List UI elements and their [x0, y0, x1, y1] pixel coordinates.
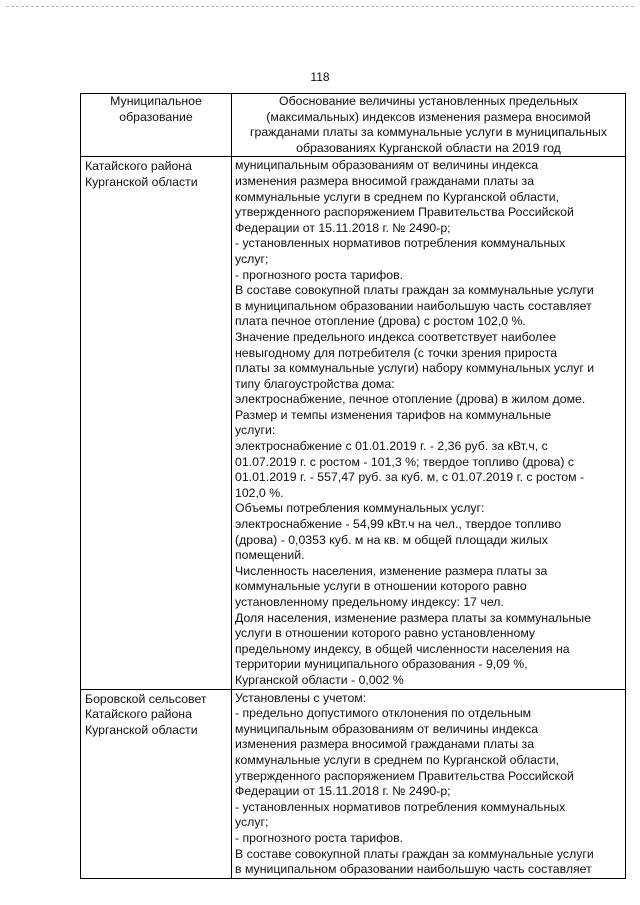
municipality-line: Катайского района — [85, 707, 192, 722]
table-row — [81, 689, 626, 878]
justification-line: услуг; — [235, 815, 269, 830]
table-row — [81, 157, 626, 689]
municipality-line: Катайского района — [85, 159, 192, 174]
justification-line: коммунальные услуги в отношении которого равно — [235, 579, 527, 594]
header-justification-line: гражданами платы за коммунальные услуги в муниципальных — [250, 125, 607, 140]
justification-line: Установлены с учетом: — [235, 690, 367, 705]
header-municipality-line: образование — [119, 109, 193, 124]
justification-line: в муниципальном образовании наибольшую часть составляет — [235, 862, 592, 877]
justification-line: утвержденного распоряжением Правительства Российской — [235, 205, 574, 220]
justification-line: плата печное отопление (дрова) с ростом 102,0 %. — [235, 314, 526, 329]
justification-cell — [232, 689, 626, 878]
justification-line: 01.07.2019 г. с ростом - 101,3 %; твердое топливо (дрова) с — [235, 454, 575, 469]
justification-line: электроснабжение, печное отопление (дрова) в жилом доме. — [235, 392, 586, 407]
justification-line: изменения размера вносимой гражданами платы за — [235, 173, 535, 188]
justification-line: коммунальные услуги в среднем по Курганской области, — [235, 752, 560, 767]
header-municipality — [81, 94, 232, 157]
justification-line: Федерации от 15.11.2018 г. № 2490-р; — [235, 784, 451, 799]
justification-line: Размер и темпы изменения тарифов на коммунальные — [235, 407, 552, 422]
header-municipality-line: Муниципальное — [110, 94, 202, 108]
justification-line: 102,0 %. — [235, 485, 284, 500]
municipality-cell — [81, 157, 232, 689]
municipality-cell — [81, 689, 232, 878]
justification-line: В составе совокупной платы граждан за коммунальные услуги — [235, 283, 594, 298]
justification-line: невыгодному для потребителя (с точки зрения прироста — [235, 345, 558, 360]
justification-line: Численность населения, изменение размера платы за — [235, 563, 548, 578]
justification-line: территории муниципального образования - 9,09 %, — [235, 657, 528, 672]
justification-line: муниципальным образованиям от величины индекса — [235, 721, 539, 736]
justification-line: Значение предельного индекса соответствует наиболее — [235, 329, 557, 344]
justification-line: изменения размера вносимой гражданами платы за — [235, 737, 535, 752]
justification-line: услуг; — [235, 251, 269, 266]
justification-line: коммунальные услуги в среднем по Курганской области, — [235, 189, 560, 204]
justification-line: в муниципальном образовании наибольшую часть составляет — [235, 298, 592, 313]
justification-cell — [232, 157, 626, 689]
justification-line: типу благоустройства дома: — [235, 376, 395, 391]
justification-line: услуги: — [235, 423, 276, 438]
header-justification-line: (максимальных) индексов изменения размера вносимой — [266, 109, 591, 124]
municipality-line: Курганской области — [85, 174, 198, 189]
justification-line: Объемы потребления коммунальных услуг: — [235, 501, 485, 516]
header-justification-line: образованиях Курганской области на 2019 год — [296, 140, 561, 155]
justification-line: В составе совокупной платы граждан за коммунальные услуги — [235, 846, 594, 861]
justification-line: - прогнозного роста тарифов. — [235, 830, 404, 845]
justification-line: электроснабжение - 54,99 кВт.ч на чел., твердое топливо — [235, 517, 562, 532]
justification-line: - установленных нормативов потребления коммунальных — [235, 236, 566, 251]
justification-line: 01.01.2019 г. - 557,47 руб. за куб. м, с 01.07.2019 г. с ростом - — [235, 470, 585, 485]
justification-line: установленному предельному индексу: 17 чел. — [235, 595, 504, 609]
justification-line: предельному индексу, в общей численности населения на — [235, 641, 570, 656]
justification-line: - установленных нормативов потребления коммунальных — [235, 799, 566, 814]
justification-line: - прогнозного роста тарифов. — [235, 267, 404, 282]
justification-line: Доля населения, изменение размера платы за коммунальные — [235, 610, 591, 625]
justification-line: платы за коммунальные услуги) набору коммунальных услуг и — [235, 361, 595, 376]
justification-line: Федерации от 15.11.2018 г. № 2490-р; — [235, 220, 451, 235]
justification-line: - предельно допустимого отклонения по отдельным — [235, 706, 532, 721]
municipality-line: Курганской области — [85, 722, 198, 737]
header-justification-line: Обоснование величины установленных предельных — [279, 94, 578, 108]
justification-line: утвержденного распоряжением Правительства Российской — [235, 768, 574, 783]
justification-line: (дрова) - 0,0353 куб. м на кв. м общей площади жилых — [235, 532, 548, 547]
justification-line: Курганской области - 0,002 % — [235, 672, 404, 687]
page-number: 118 — [310, 70, 330, 84]
tariff-justification-table — [80, 93, 626, 879]
table-header-row — [81, 94, 626, 157]
justification-line: помещений. — [235, 548, 305, 563]
scan-top-border — [6, 6, 634, 7]
justification-line: муниципальным образованиям от величины индекса — [235, 158, 539, 173]
header-justification — [232, 94, 626, 157]
municipality-line: Боровской сельсовет — [85, 691, 207, 706]
justification-line: электроснабжение с 01.01.2019 г. - 2,36 руб. за кВт.ч, с — [235, 439, 548, 454]
justification-line: услуги в отношении которого равно установленному — [235, 626, 536, 641]
